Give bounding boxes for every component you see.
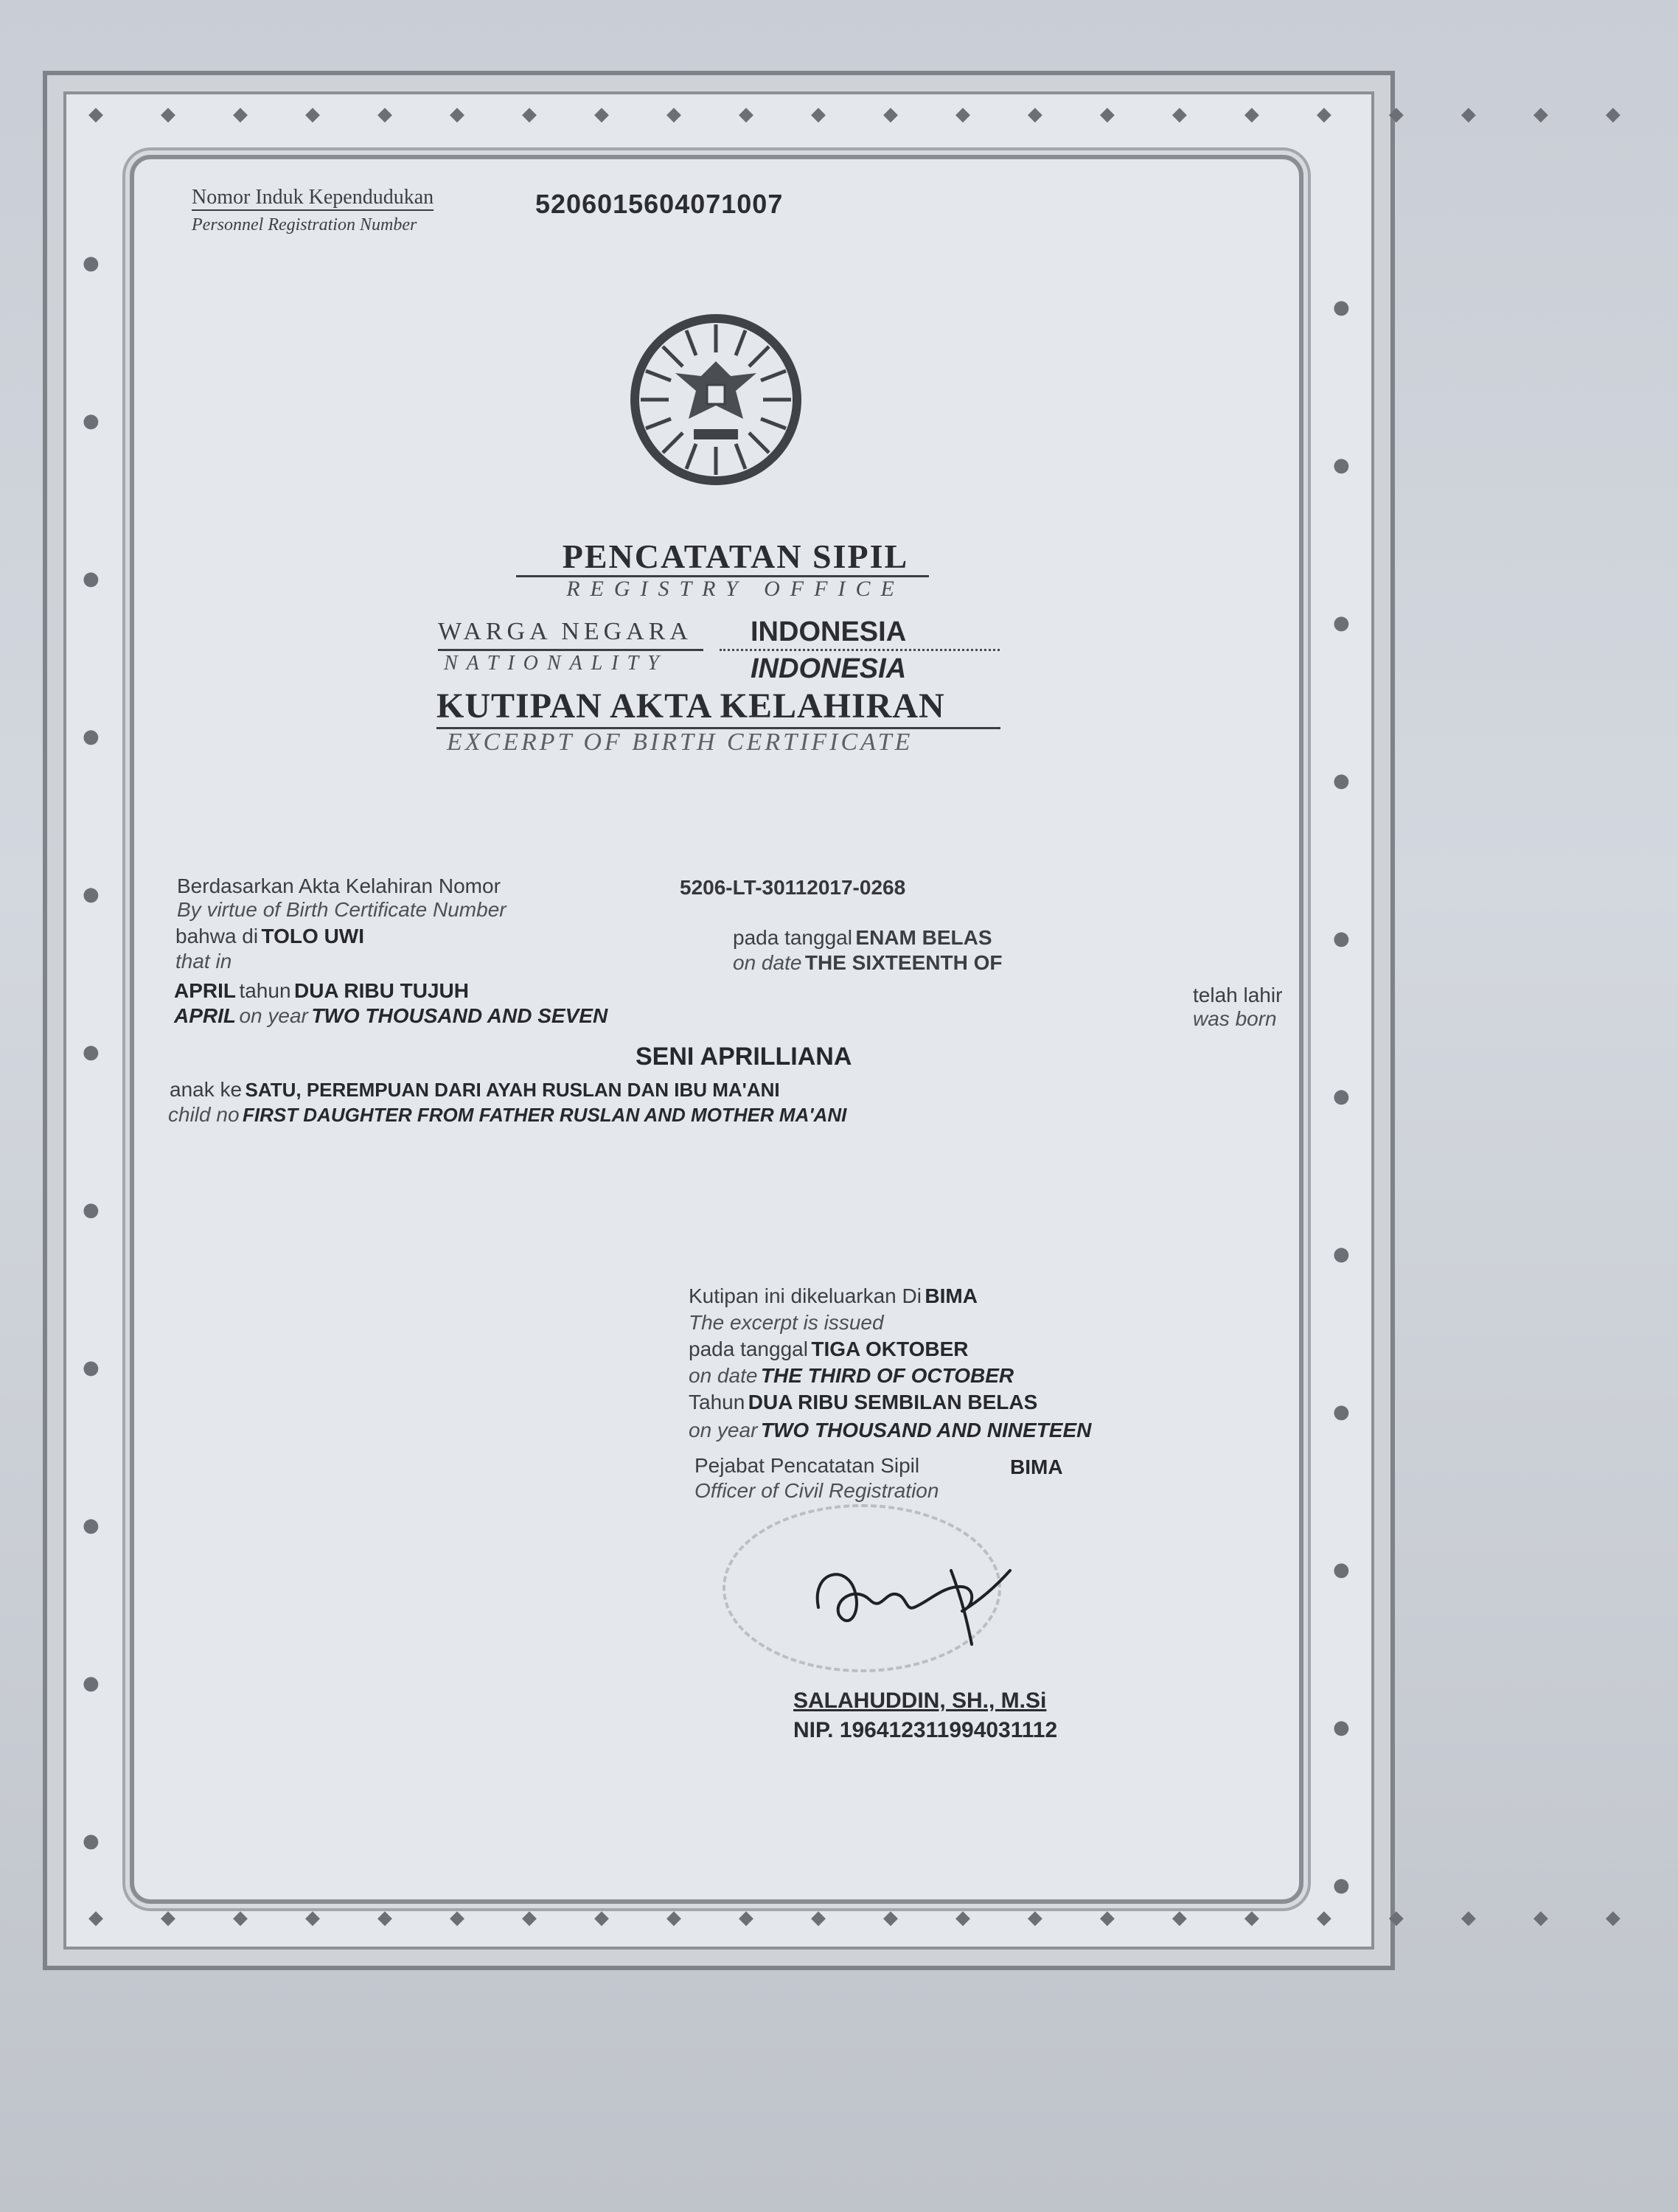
garuda-emblem-icon bbox=[624, 308, 808, 491]
born-label-en: was born bbox=[1193, 1007, 1277, 1030]
nik-label: Nomor Induk Kependudukan bbox=[192, 186, 434, 211]
nik-label-en: Personnel Registration Number bbox=[192, 215, 417, 234]
officer-place: BIMA bbox=[1010, 1455, 1063, 1478]
child-order-line bbox=[170, 1078, 780, 1102]
issued-prefix: Kutipan ini dikeluarkan Di bbox=[689, 1284, 922, 1307]
border-ornament-left: ● ● ● ● ● ● ● ● ● ● ● bbox=[83, 252, 100, 1852]
issue-date: TIGA OKTOBER bbox=[811, 1338, 969, 1360]
birth-place-value: TOLO UWI bbox=[261, 925, 365, 947]
birth-date-line bbox=[733, 926, 992, 950]
child-order-value: SATU, PEREMPUAN DARI AYAH RUSLAN DAN IBU MA'ANI bbox=[245, 1079, 780, 1101]
issue-year: DUA RIBU SEMBILAN BELAS bbox=[748, 1391, 1038, 1413]
issue-date-prefix-en: on date bbox=[689, 1364, 758, 1387]
cert-number-value: 5206-LT-30112017-0268 bbox=[680, 876, 906, 899]
birth-month-year-line-en bbox=[174, 1004, 608, 1028]
child-order-prefix-en: child no bbox=[168, 1103, 240, 1126]
document-title-en: EXCERPT OF BIRTH CERTIFICATE bbox=[447, 728, 913, 756]
child-order-value-en: FIRST DAUGHTER FROM FATHER RUSLAN AND MOTHER MA'ANI bbox=[242, 1104, 847, 1126]
cert-number-label: Berdasarkan Akta Kelahiran Nomor bbox=[177, 874, 501, 897]
issue-date-en: THE THIRD OF OCTOBER bbox=[760, 1364, 1014, 1387]
nationality-value: INDONESIA bbox=[751, 616, 907, 647]
nationality-value-en: INDONESIA bbox=[751, 653, 907, 684]
issue-year-prefix-en: on year bbox=[689, 1419, 758, 1441]
birth-year-prefix-en: on year bbox=[239, 1004, 308, 1027]
border-ornament-top: ◆◆◆◆◆◆◆◆◆◆◆◆◆◆◆◆◆◆◆◆◆◆ bbox=[88, 103, 1678, 125]
issue-date-prefix: pada tanggal bbox=[689, 1338, 808, 1360]
registry-title-en: REGISTRY OFFICE bbox=[566, 577, 905, 601]
issued-line bbox=[689, 1284, 978, 1308]
issue-date-line bbox=[689, 1338, 969, 1361]
birth-month-year-line bbox=[174, 979, 469, 1003]
border-ornament-right: ● ● ● ● ● ● ● ● ● ● ● bbox=[1333, 296, 1350, 1896]
birth-date-day-en: THE SIXTEENTH OF bbox=[804, 951, 1003, 974]
birth-year-en: TWO THOUSAND AND SEVEN bbox=[311, 1004, 608, 1027]
officer-label-en: Officer of Civil Registration bbox=[694, 1479, 939, 1502]
nik-value: 5206015604071007 bbox=[535, 189, 784, 219]
issue-year-line-en bbox=[689, 1419, 1091, 1442]
officer-signature bbox=[804, 1541, 1025, 1652]
registry-title: PENCATATAN SIPIL bbox=[562, 538, 909, 575]
birth-place-prefix-en: that in bbox=[175, 950, 232, 973]
birth-month: APRIL bbox=[174, 979, 236, 1002]
birth-date-line-en bbox=[733, 951, 1002, 975]
birth-place-line bbox=[175, 925, 364, 948]
child-order-prefix: anak ke bbox=[170, 1078, 243, 1101]
border-ornament-bottom: ◆◆◆◆◆◆◆◆◆◆◆◆◆◆◆◆◆◆◆◆◆◆ bbox=[88, 1907, 1678, 1929]
child-order-line-en bbox=[168, 1103, 846, 1127]
officer-name: SALAHUDDIN, SH., M.Si bbox=[793, 1688, 1047, 1713]
birth-date-prefix-en: on date bbox=[733, 951, 802, 974]
birth-place-prefix: bahwa di bbox=[175, 925, 259, 947]
birth-month-en: APRIL bbox=[174, 1004, 236, 1027]
child-name: SENI APRILLIANA bbox=[636, 1043, 852, 1071]
document-title: KUTIPAN AKTA KELAHIRAN bbox=[436, 686, 945, 726]
born-label: telah lahir bbox=[1193, 984, 1283, 1006]
cert-number-label-en: By virtue of Birth Certificate Number bbox=[177, 898, 506, 921]
birth-year-prefix: tahun bbox=[239, 979, 291, 1002]
issued-label-en: The excerpt is issued bbox=[689, 1311, 884, 1334]
issue-year-en: TWO THOUSAND AND NINETEEN bbox=[760, 1419, 1092, 1441]
issue-date-line-en bbox=[689, 1364, 1014, 1388]
issue-year-line bbox=[689, 1391, 1037, 1414]
nationality-label-en: NATIONALITY bbox=[444, 652, 668, 675]
issue-year-prefix: Tahun bbox=[689, 1391, 745, 1413]
nationality-label: WARGA NEGARA bbox=[438, 618, 692, 645]
officer-label: Pejabat Pencatatan Sipil bbox=[694, 1454, 920, 1477]
birth-year: DUA RIBU TUJUH bbox=[293, 979, 469, 1002]
birth-date-prefix: pada tanggal bbox=[733, 926, 852, 949]
birth-date-day: ENAM BELAS bbox=[855, 926, 992, 949]
issued-place: BIMA bbox=[925, 1284, 978, 1307]
officer-nip: NIP. 196412311994031112 bbox=[793, 1718, 1058, 1742]
nationality-value-divider bbox=[720, 649, 1000, 651]
nationality-label-divider bbox=[438, 649, 703, 651]
